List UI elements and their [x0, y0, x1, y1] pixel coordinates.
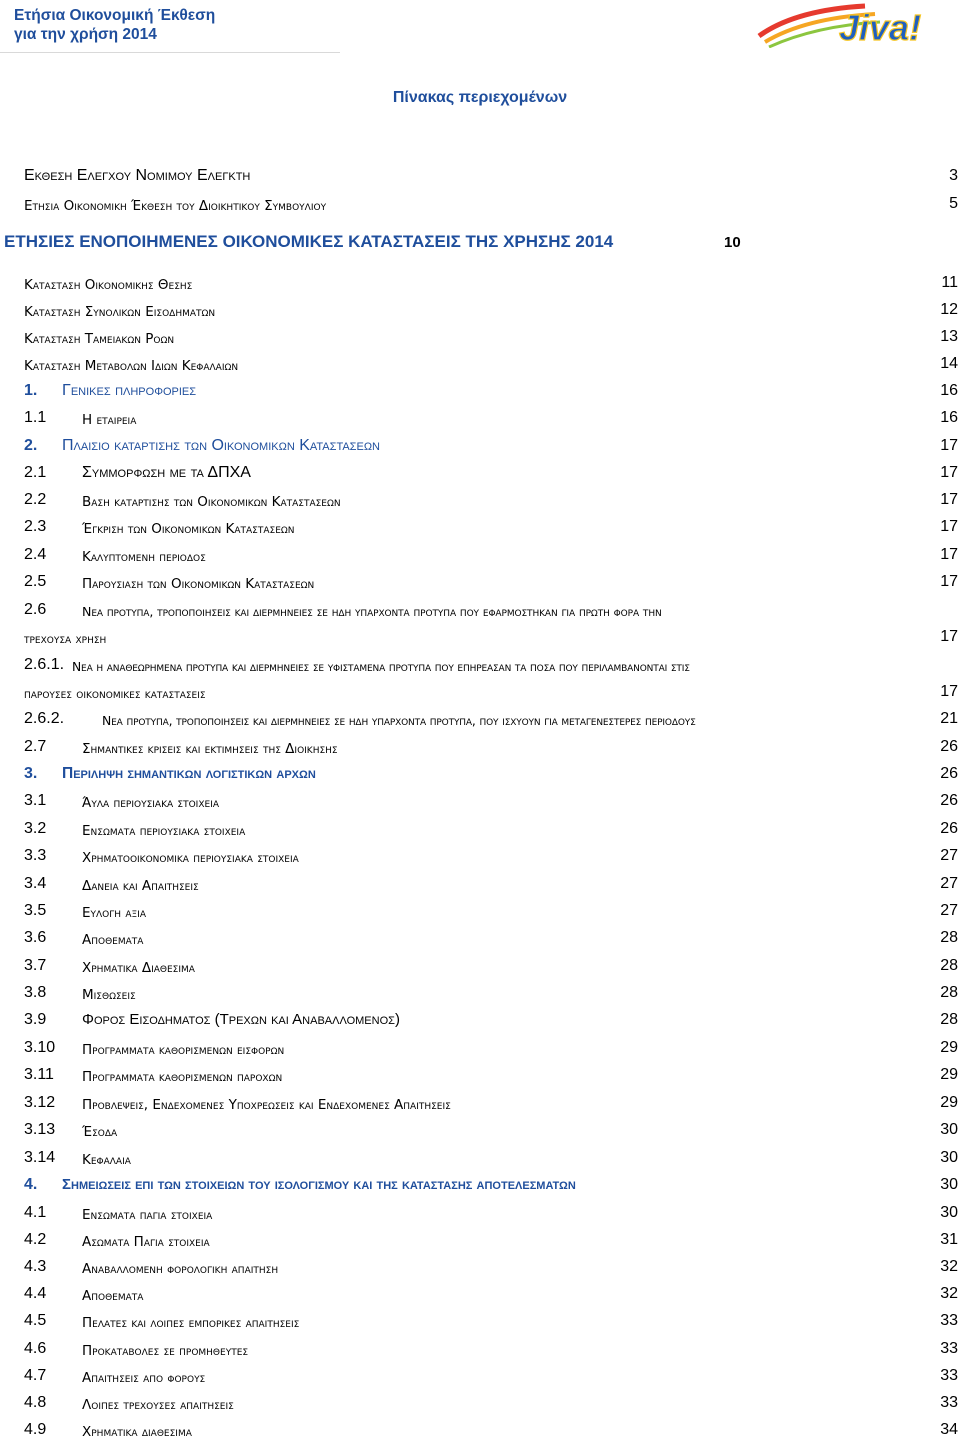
toc-entry-page[interactable]: 12 [940, 301, 958, 318]
toc-entry-page[interactable]: 30 [940, 1121, 958, 1138]
toc-entry-page[interactable]: 28 [940, 1011, 958, 1028]
toc-entry-page[interactable]: 3 [949, 167, 958, 184]
toc-entry-title[interactable]: Φορος Εισοδηματος (Τρεχων και Αναβαλλομενος) [82, 1011, 400, 1028]
toc-entry-number: 3.14 [24, 1149, 56, 1166]
toc-entry-number: 4.5 [24, 1312, 47, 1329]
toc-entry-number: 4.4 [24, 1285, 47, 1302]
toc-entry-page[interactable]: 33 [940, 1394, 958, 1411]
toc-entry-page[interactable]: 31 [940, 1231, 958, 1248]
toc-entry-page[interactable]: 13 [940, 328, 958, 345]
toc-entry-number: 3.3 [24, 847, 47, 864]
toc-entry-page[interactable]: 32 [940, 1285, 958, 1302]
toc-entry-number: 2.2 [24, 491, 47, 508]
toc-entry-page[interactable]: 30 [940, 1149, 958, 1166]
toc-entry-page[interactable]: 11 [941, 274, 958, 291]
report-title-line2: για την χρήση 2014 [14, 26, 157, 43]
toc-entry-page[interactable]: 32 [940, 1258, 958, 1275]
toc-entry-page[interactable]: 10 [724, 234, 741, 251]
toc-entry-page[interactable]: 17 [940, 491, 958, 508]
toc-entry-number: 3.8 [24, 984, 47, 1001]
toc-entry-title[interactable]: Έσοδα [82, 1124, 118, 1140]
toc-entry-page[interactable]: 26 [940, 765, 958, 782]
toc-entry-page[interactable]: 34 [940, 1421, 958, 1438]
toc-entry-page[interactable]: 26 [940, 792, 958, 809]
toc-entry-page[interactable]: 17 [940, 464, 958, 481]
toc-entry-title[interactable]: Προβλεψεις, Ενδεχομενες Υποχρεωσεις και Ενδεχομενες Απαιτησεις [82, 1097, 451, 1113]
toc-entry-title[interactable]: Νεα προτυπα, τροποποιησεις και διερμηνειες σε ηδη υπαρχοντα προτυπα που εφαρμοστηκαν για πρωτη φορα την [82, 604, 662, 619]
toc-entry-title[interactable]: Νεα προτυπα, τροποποιησεις και διερμηνειες σε ηδη υπαρχοντα προτυπα, που ισχυουν για μεταγενεστερες περιοδους [102, 713, 696, 728]
report-title [14, 6, 215, 44]
toc-entry-title[interactable]: Προκαταβολες σε προμηθευτες [82, 1343, 249, 1359]
toc-entry-title[interactable]: Ευλογη αξια [82, 905, 146, 921]
toc-entry-title[interactable]: Μισθωσεις [82, 987, 136, 1003]
toc-entry-page[interactable]: 28 [940, 984, 958, 1001]
toc-entry-page[interactable]: 17 [940, 437, 958, 454]
toc-entry-title[interactable]: Δανεια και Απαιτησεις [82, 878, 199, 894]
toc-entry-title-continued[interactable]: τρεχουσα χρηση [24, 631, 107, 647]
toc-entry-page[interactable]: 29 [940, 1066, 958, 1083]
toc-entry-title[interactable]: Άυλα περιουσιακα στοιχεια [82, 795, 219, 811]
toc-entry-number: 4.9 [24, 1421, 47, 1438]
toc-entry-number: 3.2 [24, 820, 47, 837]
toc-entry-page[interactable]: 21 [940, 710, 958, 727]
toc-entry-page[interactable]: 26 [940, 738, 958, 755]
toc-entry-title-continued[interactable]: παρουσες οικονομικες καταστασεις [24, 686, 206, 702]
toc-entry-title[interactable]: Προγραμματα καθορισμενων εισφορων [82, 1042, 285, 1058]
toc-entry-page[interactable]: 27 [940, 847, 958, 864]
toc-entry-title[interactable]: Χρηματοοικονομικα περιουσιακα στοιχεια [82, 850, 299, 866]
header-divider [0, 52, 340, 53]
toc-entry-title[interactable]: Κατασταση Ταμειακων Ροων [24, 331, 175, 347]
toc-entry-page[interactable]: 33 [940, 1312, 958, 1329]
toc-entry-title[interactable]: Ετησια Οικονομικη Έκθεση του Διοικητικου Συμβουλιου [24, 198, 327, 214]
toc-entry-number: 3.4 [24, 875, 47, 892]
toc-entry-page[interactable]: 28 [940, 957, 958, 974]
toc-entry-number: 2.1 [24, 464, 47, 481]
toc-entry-title[interactable]: Λοιπες τρεχουσες απαιτησεις [82, 1397, 234, 1413]
toc-entry-number: 2. [24, 437, 38, 454]
toc-entry-title[interactable]: Γενικες πληροφοριες [62, 382, 197, 399]
toc-entry-title[interactable]: Σημειωσεις επι των στοιχειων του ισολογισμου και της καταστασης αποτελεσματων [62, 1176, 576, 1193]
toc-entry-number: 3.13 [24, 1121, 56, 1138]
toc-entry-title[interactable]: Καλυπτομενη περιοδος [82, 549, 206, 565]
toc-entry-number: 3.5 [24, 902, 47, 919]
toc-entry-page[interactable]: 14 [940, 355, 958, 372]
toc-entry-title[interactable]: Πελατες και λοιπες εμπορικες απαιτησεις [82, 1315, 300, 1331]
toc-entry-page[interactable]: 17 [940, 518, 958, 535]
toc-heading: Πίνακας περιεχομένων [392, 89, 568, 106]
toc-entry-number: 3.7 [24, 957, 47, 974]
toc-entry-number: 3.9 [24, 1011, 47, 1028]
toc-entry-page[interactable]: 33 [940, 1340, 958, 1357]
toc-entry-number: 4.3 [24, 1258, 47, 1275]
toc-entry-title[interactable]: Κατασταση Μεταβολων Ιδιων Κεφαλαιων [24, 358, 239, 374]
toc-entry-number: 4.8 [24, 1394, 47, 1411]
toc-entry-page[interactable]: 17 [940, 628, 958, 645]
toc-entry-number: 2.6.2. [24, 710, 65, 727]
toc-entry-title[interactable]: Ενσωματα περιουσιακα στοιχεια [82, 823, 246, 839]
toc-entry-page[interactable]: 29 [940, 1039, 958, 1056]
report-title-line1: Ετήσια Οικονομική Έκθεση [14, 7, 216, 24]
toc-entry-title[interactable]: Αναβαλλομενη φορολογικη απαιτηση [82, 1261, 279, 1277]
toc-entry-title[interactable]: Χρηματικα Διαθεσιμα [82, 960, 195, 976]
page-header [0, 0, 960, 50]
toc-entry-number: 2.5 [24, 573, 47, 590]
toc-entry-page[interactable]: 16 [940, 382, 958, 399]
toc-entry-page[interactable]: 16 [940, 409, 958, 426]
toc-entry-number: 2.4 [24, 546, 47, 563]
toc-entry-title[interactable]: Βαση καταρτισης των Οικονομικων Καταστασεων [82, 494, 341, 510]
toc-entry-title[interactable]: Παρουσιαση των Οικονομικων Καταστασεων [82, 576, 315, 592]
toc-entry-page[interactable]: 5 [949, 195, 958, 212]
toc-entry-number: 3.12 [24, 1094, 56, 1111]
toc-entry-title[interactable]: Χρηματικα διαθεσιμα [82, 1424, 192, 1440]
toc-entry-number: 1. [24, 382, 38, 399]
toc-entry-title[interactable]: Περιληψη σημαντικων λογιστικων αρχων [62, 765, 316, 782]
toc-entry-number: 2.7 [24, 738, 47, 755]
toc-entry-number: 4. [24, 1176, 38, 1193]
toc-entry-title[interactable]: Η εταιρεια [82, 412, 137, 428]
toc-entry-title[interactable]: Ενσωματα παγια στοιχεια [82, 1207, 213, 1223]
toc-entry-title[interactable]: Συμμορφωση με τα ΔΠΧΑ [82, 464, 251, 481]
toc-entry-title[interactable]: Αποθεματα [82, 932, 144, 948]
toc-entry-number: 4.6 [24, 1340, 47, 1357]
toc-entry-number: 3.1 [24, 792, 47, 809]
toc-entry-title[interactable]: Σημαντικες κρισεις και εκτιμησεις της Διοικησης [82, 741, 338, 757]
toc-entry-number: 3.11 [24, 1066, 54, 1083]
toc-entry-number: 3.10 [24, 1039, 56, 1056]
toc-entry-title[interactable]: ΕΤΗΣΙΕΣ ΕΝΟΠΟΙΗΜΕΝΕΣ ΟΙΚΟΝΟΜΙΚΕΣ ΚΑΤΑΣΤΑΣΕΙΣ ΤΗΣ ΧΡΗΣΗΣ 2014 [4, 232, 614, 251]
toc-entry-page[interactable]: 26 [940, 820, 958, 837]
toc-entry-title[interactable]: Έγκριση των Οικονομικων Καταστασεων [82, 521, 295, 537]
toc-entry-number: 1.1 [24, 409, 47, 426]
toc-entry-title[interactable]: Πλαισιο καταρτισης των Οικονομικων Καταστασεων [62, 437, 380, 454]
toc-entry-page[interactable]: 30 [940, 1176, 958, 1193]
toc-entry-number: 3. [24, 765, 38, 782]
toc-entry-title[interactable]: Ασωματα Παγια στοιχεια [82, 1234, 210, 1250]
toc-entry-title[interactable]: Αποθεματα [82, 1288, 144, 1304]
toc-entry-page[interactable]: 29 [940, 1094, 958, 1111]
toc-entry-title[interactable]: Απαιτησεις απο φορους [82, 1370, 206, 1386]
toc-entry-page[interactable]: 28 [940, 929, 958, 946]
toc-entry-number: 3.6 [24, 929, 47, 946]
toc-entry-page[interactable]: 17 [940, 546, 958, 563]
toc-entry-title[interactable]: Προγραμματα καθορισμενων παροχων [82, 1069, 283, 1085]
toc-entry-page[interactable]: 17 [940, 683, 958, 700]
toc-entry-title[interactable]: Νεα η αναθεωρημενα προτυπα και διερμηνειες σε υφισταμενα προτυπα που επηρεασαν τα ποσα που περιλαμβανονται στις [72, 660, 690, 674]
toc-entry-number: 2.6 [24, 601, 47, 618]
logo-text: Jiva! [839, 7, 922, 48]
jiva-logo [755, 2, 945, 48]
toc-entry-title[interactable]: Κατασταση Οικονομικης Θεσης [24, 277, 193, 293]
toc-entry-title[interactable]: Κατασταση Συνολικων Εισοδηματων [24, 304, 216, 320]
toc-entry-page[interactable]: 33 [940, 1367, 958, 1384]
toc-entry-title[interactable]: Κεφαλαια [82, 1152, 131, 1168]
toc-entry-number: 2.3 [24, 518, 47, 535]
toc-entry-number: 2.6.1. [24, 656, 65, 673]
toc-entry-title[interactable]: Εκθεση Ελεγχου Νομιμου Ελεγκτη [24, 167, 251, 184]
toc-entry-page[interactable]: 27 [940, 902, 958, 919]
toc-entry-number: 4.7 [24, 1367, 47, 1384]
toc-entry-number: 4.2 [24, 1231, 47, 1248]
toc-entry-page[interactable]: 30 [940, 1204, 958, 1221]
toc-entry-page[interactable]: 17 [940, 573, 958, 590]
toc-entry-number: 4.1 [24, 1204, 47, 1221]
toc-entry-page[interactable]: 27 [940, 875, 958, 892]
